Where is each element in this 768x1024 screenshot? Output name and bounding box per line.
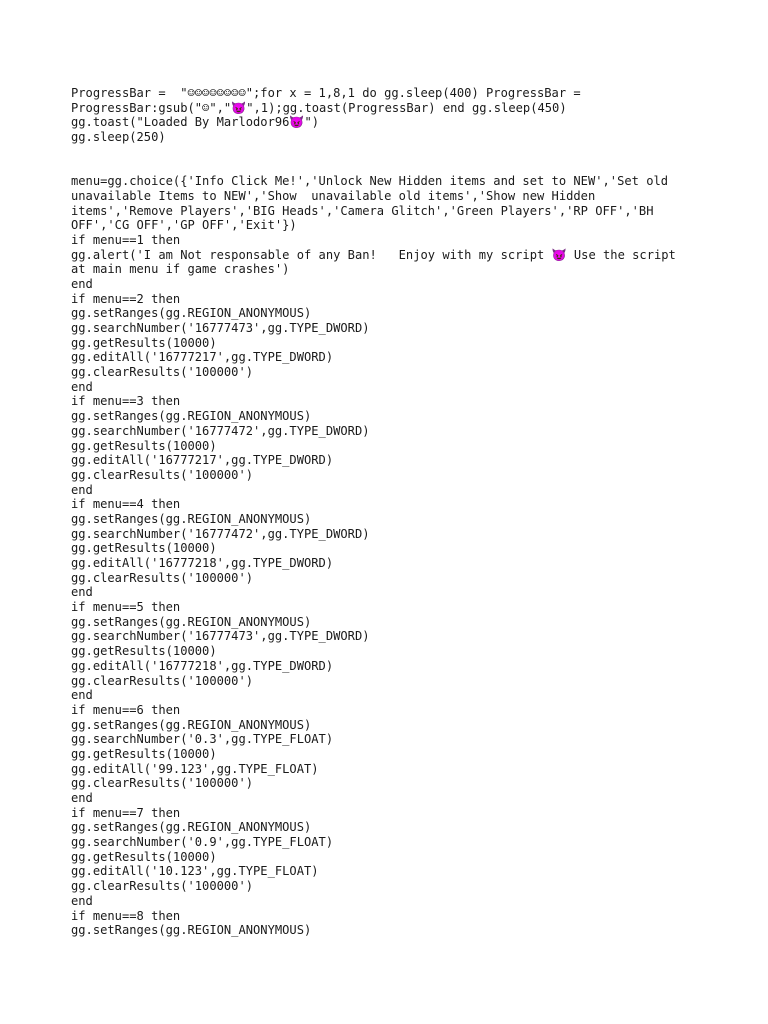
code-line: gg.setRanges(gg.REGION_ANONYMOUS) bbox=[71, 717, 312, 732]
code-line: gg.setRanges(gg.REGION_ANONYMOUS) bbox=[71, 306, 312, 321]
code-line: gg.setRanges(gg.REGION_ANONYMOUS) bbox=[71, 409, 312, 424]
code-line: gg.editAll('10.123',gg.TYPE_FLOAT) bbox=[71, 864, 319, 879]
code-line: end bbox=[71, 688, 93, 703]
code-line: gg.searchNumber('16777472',gg.TYPE_DWORD) bbox=[71, 423, 370, 438]
blank-line bbox=[71, 159, 711, 174]
code-line: end bbox=[71, 791, 93, 805]
code-line: gg.editAll('99.123',gg.TYPE_FLOAT) bbox=[71, 761, 319, 776]
code-line: end bbox=[71, 379, 93, 394]
code-line: gg.getResults(10000) bbox=[71, 849, 217, 864]
code-line: if menu==3 then bbox=[71, 394, 181, 409]
code-line: end bbox=[71, 585, 93, 600]
code-line: items','Remove Players','BIG Heads','Camera Glitch','Green Players','RP OFF','BH bbox=[71, 203, 654, 218]
code-line: gg.editAll('16777217',gg.TYPE_DWORD) bbox=[71, 453, 334, 468]
script-code-block bbox=[71, 86, 711, 938]
code-line: gg.getResults(10000) bbox=[71, 335, 217, 350]
code-line: gg.sleep(250) bbox=[71, 130, 166, 145]
code-line: gg.clearResults('100000') bbox=[71, 879, 254, 894]
code-line: gg.searchNumber('16777472',gg.TYPE_DWORD) bbox=[71, 526, 370, 541]
code-line: menu=gg.choice({'Info Click Me!','Unlock New Hidden items and set to NEW','Set old bbox=[71, 174, 669, 189]
code-line: if menu==4 then bbox=[71, 497, 181, 512]
code-line: gg.setRanges(gg.REGION_ANONYMOUS) bbox=[71, 614, 312, 629]
code-line: if menu==5 then bbox=[71, 600, 181, 615]
code-line: gg.getResults(10000) bbox=[71, 541, 217, 556]
document-page bbox=[71, 86, 711, 938]
code-line: unavailable Items to NEW','Show unavailable old items','Show new Hidden bbox=[71, 188, 596, 203]
code-line: if menu==2 then bbox=[71, 291, 181, 306]
code-line: OFF','CG OFF','GP OFF','Exit'}) bbox=[71, 218, 297, 233]
code-line: gg.clearResults('100000') bbox=[71, 570, 254, 585]
code-line: gg.searchNumber('16777473',gg.TYPE_DWORD) bbox=[71, 629, 370, 644]
code-line: at main menu if game crashes') bbox=[71, 262, 290, 277]
code-line: gg.toast("Loaded By Marlodor96😈") bbox=[71, 115, 320, 130]
code-line: gg.searchNumber('0.3',gg.TYPE_FLOAT) bbox=[71, 732, 334, 747]
code-line: gg.clearResults('100000') bbox=[71, 365, 254, 380]
code-line: gg.alert('I am Not responsable of any Ban! Enjoy with my script 😈 Use the script bbox=[71, 247, 676, 262]
code-line: end bbox=[71, 893, 93, 908]
code-line: gg.setRanges(gg.REGION_ANONYMOUS) bbox=[71, 820, 312, 835]
code-line: gg.searchNumber('16777473',gg.TYPE_DWORD) bbox=[71, 321, 370, 335]
code-line: if menu==6 then bbox=[71, 702, 181, 717]
code-line: gg.setRanges(gg.REGION_ANONYMOUS) bbox=[71, 511, 312, 526]
code-line: if menu==7 then bbox=[71, 805, 181, 820]
code-line: gg.setRanges(gg.REGION_ANONYMOUS) bbox=[71, 923, 312, 938]
code-line: gg.clearResults('100000') bbox=[71, 776, 254, 791]
code-line: gg.editAll('16777218',gg.TYPE_DWORD) bbox=[71, 556, 334, 570]
code-line: gg.getResults(10000) bbox=[71, 438, 217, 453]
code-line: if menu==8 then bbox=[71, 908, 181, 923]
code-line: if menu==1 then bbox=[71, 232, 181, 247]
code-line: gg.getResults(10000) bbox=[71, 644, 217, 659]
code-line: end bbox=[71, 482, 93, 497]
code-line: ProgressBar = "☺☺☺☺☺☺☺☺";for x = 1,8,1 do gg.sleep(400) ProgressBar = bbox=[71, 86, 581, 100]
code-line: end bbox=[71, 276, 93, 291]
code-line: ProgressBar:gsub("☺","😈",1);gg.toast(ProgressBar) end gg.sleep(450) bbox=[71, 100, 567, 115]
code-line: gg.searchNumber('0.9',gg.TYPE_FLOAT) bbox=[71, 835, 334, 850]
blank-line bbox=[71, 145, 711, 160]
code-line: gg.clearResults('100000') bbox=[71, 673, 254, 688]
code-line: gg.editAll('16777218',gg.TYPE_DWORD) bbox=[71, 658, 334, 673]
code-line: gg.editAll('16777217',gg.TYPE_DWORD) bbox=[71, 350, 334, 365]
code-line: gg.getResults(10000) bbox=[71, 746, 217, 761]
code-line: gg.clearResults('100000') bbox=[71, 467, 254, 482]
